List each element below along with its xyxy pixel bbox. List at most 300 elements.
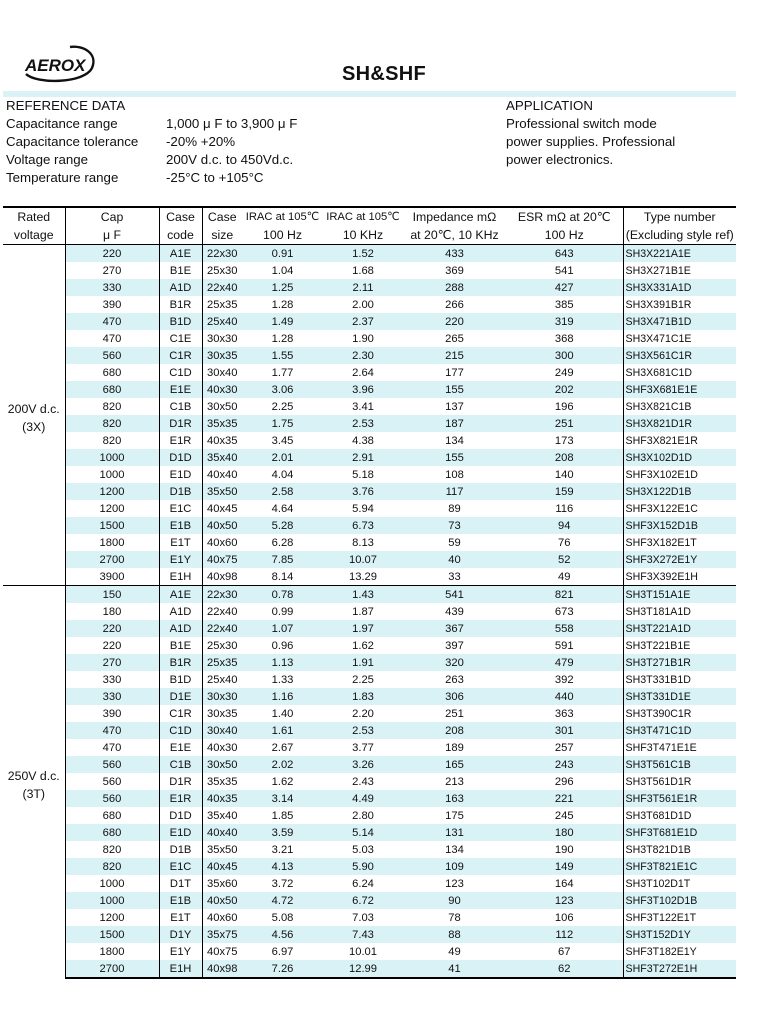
table-cell: A1D — [159, 279, 202, 296]
table-cell: 6.24 — [352, 877, 374, 890]
table-cell: 330 — [65, 671, 159, 688]
table-cell: 820 — [65, 841, 159, 858]
table-row — [3, 875, 736, 892]
header-cell: at 20℃, 10 KHz — [403, 226, 506, 245]
header-cell: μ F — [65, 226, 159, 245]
table-cell: 5.18 — [352, 468, 374, 481]
header-cell: Type number — [623, 207, 736, 226]
reference-heading: REFERENCE DATA — [6, 98, 126, 113]
table-cell: 140 — [506, 466, 623, 483]
table-cell: 35x40 — [207, 809, 238, 822]
application-line: power supplies. Professional — [506, 134, 676, 149]
table-cell: 427 — [506, 279, 623, 296]
table-cell: 180 — [65, 603, 159, 620]
table-cell: 439 — [445, 605, 464, 618]
table-cell: 30x30 — [207, 332, 238, 345]
table-cell: 134 — [445, 434, 464, 447]
table-cell: 35x40 — [202, 449, 242, 466]
table-cell: 4.64 — [271, 502, 294, 515]
table-cell: 2.58 — [242, 483, 323, 500]
table-cell: 190 — [506, 841, 623, 858]
table-cell: 5.90 — [323, 858, 403, 875]
table-cell: 2.25 — [271, 400, 294, 413]
table-cell: 820 — [65, 432, 159, 449]
table-cell: 67 — [506, 943, 623, 960]
table-cell: 2.80 — [352, 809, 374, 822]
table-cell: 1000 — [65, 892, 159, 909]
table-cell: 1.83 — [323, 688, 403, 705]
table-cell: 2.64 — [352, 366, 374, 379]
table-row — [3, 654, 736, 671]
table-cell: 94 — [506, 517, 623, 534]
table-cell: 1.77 — [271, 366, 294, 379]
table-cell: 390 — [65, 296, 159, 313]
table-cell: 40x98 — [202, 960, 242, 978]
reference-row — [6, 169, 297, 187]
table-cell: 40x35 — [207, 434, 238, 447]
header-cell: 100 Hz — [506, 226, 623, 245]
table-row — [3, 926, 736, 943]
table-cell: 1.28 — [271, 298, 294, 311]
table-row — [3, 568, 736, 586]
table-cell: 1.62 — [352, 639, 374, 652]
table-cell: 270 — [65, 262, 159, 279]
table-cell: 385 — [506, 296, 623, 313]
table-cell: SH3T390C1R — [625, 707, 692, 720]
table-cell: 25x35 — [207, 298, 238, 311]
table-cell: SH3T561C1B — [623, 756, 736, 773]
table-cell: 215 — [403, 347, 506, 364]
table-cell: SH3X561C1R — [623, 347, 736, 364]
header-row — [3, 207, 736, 226]
table-cell: 319 — [506, 313, 623, 330]
table-cell: 1500 — [65, 517, 159, 534]
table-cell: 220 — [403, 313, 506, 330]
table-cell: 288 — [403, 279, 506, 296]
table-cell: 180 — [506, 824, 623, 841]
table-cell: 220 — [65, 637, 159, 654]
table-cell: 78 — [448, 911, 461, 924]
table-cell: 2.01 — [242, 449, 323, 466]
table-row — [3, 773, 736, 790]
header-row — [3, 226, 736, 245]
table-cell: SH3X221A1E — [623, 245, 736, 263]
table-cell: 3900 — [65, 568, 159, 586]
table-cell: 137 — [445, 400, 464, 413]
table-cell: 251 — [445, 707, 464, 720]
table-cell: 155 — [403, 381, 506, 398]
table-cell: C1D — [159, 364, 202, 381]
header-cell: Cap — [65, 207, 159, 226]
table-row — [3, 637, 736, 654]
table-cell: 560 — [65, 756, 159, 773]
table-cell: 1800 — [65, 943, 159, 960]
table-cell: 175 — [445, 809, 464, 822]
table-cell: SH3X102D1D — [623, 449, 736, 466]
table-cell: 40x45 — [207, 502, 238, 515]
table-row — [3, 671, 736, 688]
table-cell: SH3T331B1D — [625, 673, 691, 686]
table-cell: E1T — [159, 534, 202, 551]
table-cell: SH3X331A1D — [623, 279, 736, 296]
table-cell: SH3X821C1B — [625, 400, 692, 413]
reference-label: Capacitance tolerance — [6, 134, 139, 149]
table-cell: 35x35 — [207, 775, 238, 788]
table-row — [3, 313, 736, 330]
table-row — [3, 449, 736, 466]
table-cell: 35x35 — [202, 415, 242, 432]
table-cell: 40x98 — [207, 570, 238, 583]
table-cell: 22x30 — [202, 245, 242, 263]
table-cell: 187 — [403, 415, 506, 432]
table-cell: 123 — [445, 877, 464, 890]
table-cell: 680 — [65, 807, 159, 824]
table-row — [3, 432, 736, 449]
table-cell: 392 — [506, 671, 623, 688]
table-cell: 1.07 — [242, 620, 323, 637]
table-cell: 40x35 — [202, 790, 242, 807]
table-cell: 320 — [403, 654, 506, 671]
table-row — [3, 892, 736, 909]
table-cell: 41 — [403, 960, 506, 978]
table-cell: 33 — [448, 570, 461, 583]
table-cell: 1.91 — [323, 654, 403, 671]
table-cell: SHF3T681E1D — [623, 824, 736, 841]
table-cell: 369 — [445, 264, 464, 277]
table-cell: 6.97 — [271, 945, 294, 958]
table-cell: 30x35 — [202, 347, 242, 364]
table-cell: 40x40 — [202, 824, 242, 841]
table-cell: 25x30 — [207, 264, 238, 277]
rated-voltage: 250V d.c. — [7, 769, 60, 783]
table-cell: 541 — [506, 262, 623, 279]
table-cell: 40x75 — [202, 551, 242, 568]
table-cell: SH3T331D1E — [623, 688, 736, 705]
table-cell: 5.94 — [352, 502, 374, 515]
table-cell: 263 — [445, 673, 464, 686]
table-cell: 108 — [445, 468, 464, 481]
table-cell: 13.29 — [349, 570, 377, 583]
table-cell: 300 — [506, 347, 623, 364]
table-cell: 189 — [445, 741, 464, 754]
table-cell: 1.85 — [271, 809, 294, 822]
table-cell: E1C — [159, 500, 202, 517]
table-cell: 643 — [506, 245, 623, 263]
table-cell: 1.28 — [271, 332, 294, 345]
table-row — [3, 262, 736, 279]
table-cell: 4.13 — [242, 858, 323, 875]
table-cell: 3.96 — [323, 381, 403, 398]
table-cell: 2.91 — [323, 449, 403, 466]
table-cell: 22x40 — [207, 605, 238, 618]
table-cell: 7.26 — [242, 960, 323, 978]
table-cell: 25x40 — [207, 673, 238, 686]
reference-label: Temperature range — [6, 170, 119, 185]
table-cell: 470 — [65, 739, 159, 756]
table-cell: 440 — [506, 688, 623, 705]
table-cell: 3.72 — [271, 877, 294, 890]
table-cell: 202 — [506, 381, 623, 398]
table-cell: 470 — [65, 313, 159, 330]
table-cell: 40x60 — [207, 911, 238, 924]
table-cell: 177 — [445, 366, 464, 379]
table-cell: SH3T221A1D — [623, 620, 736, 637]
table-cell: B1D — [159, 671, 202, 688]
table-row — [3, 517, 736, 534]
table-cell: 7.85 — [242, 551, 323, 568]
table-cell: SHF3X821E1R — [625, 434, 698, 447]
table-cell: 30x40 — [202, 722, 242, 739]
table-cell: 3.21 — [271, 843, 294, 856]
table-cell: 390 — [65, 705, 159, 722]
table-cell: 560 — [65, 790, 159, 807]
rated-voltage-cell — [3, 586, 65, 979]
table-cell: 7.03 — [352, 911, 374, 924]
table-cell: 243 — [506, 756, 623, 773]
table-cell: 155 — [403, 449, 506, 466]
table-cell: 1200 — [65, 500, 159, 517]
table-row — [3, 943, 736, 960]
table-cell: 3.77 — [352, 741, 374, 754]
table-cell: 560 — [65, 347, 159, 364]
table-cell: SH3T181A1D — [625, 605, 691, 618]
table-cell: 25x30 — [207, 639, 238, 652]
table-cell: D1D — [159, 449, 202, 466]
table-cell: 1.43 — [323, 586, 403, 604]
reference-label: Capacitance range — [6, 116, 118, 131]
table-cell: 6.28 — [271, 536, 294, 549]
header-cell: ESR mΩ at 20℃ — [506, 207, 623, 226]
table-cell: 3.41 — [352, 400, 374, 413]
table-cell: 10.01 — [349, 945, 377, 958]
table-cell: 245 — [506, 807, 623, 824]
table-cell: SH3T821D1B — [625, 843, 691, 856]
table-cell: 0.99 — [271, 605, 294, 618]
table-cell: 257 — [506, 739, 623, 756]
table-cell: SHF3T821E1C — [623, 858, 736, 875]
application-heading: APPLICATION — [506, 98, 593, 113]
table-cell: 367 — [403, 620, 506, 637]
table-row — [3, 296, 736, 313]
table-cell: 30x50 — [202, 756, 242, 773]
table-cell: E1E — [159, 739, 202, 756]
table-cell: 433 — [403, 245, 506, 263]
table-cell: SH3X471C1E — [625, 332, 692, 345]
table-cell: 301 — [506, 722, 623, 739]
table-cell: 270 — [65, 654, 159, 671]
table-cell: 397 — [445, 639, 464, 652]
table-cell: 40x60 — [207, 536, 238, 549]
table-cell: 35x75 — [202, 926, 242, 943]
reference-value: 1,000 μ F to 3,900 μ F — [166, 116, 298, 131]
table-cell: SHF3T182E1Y — [625, 945, 697, 958]
table-cell: 40x75 — [207, 945, 238, 958]
table-cell: 62 — [506, 960, 623, 978]
table-cell: B1R — [159, 296, 202, 313]
table-cell: 213 — [445, 775, 464, 788]
table-cell: 1200 — [65, 483, 159, 500]
table-cell: SH3T471C1D — [623, 722, 736, 739]
table-cell: E1R — [159, 432, 202, 449]
table-cell: 3.14 — [242, 790, 323, 807]
table-cell: 35x50 — [207, 843, 238, 856]
table-cell: 1000 — [65, 466, 159, 483]
table-cell: 1.13 — [242, 654, 323, 671]
reference-data — [6, 97, 297, 187]
table-cell: D1R — [159, 773, 202, 790]
table-cell: SH3X271B1E — [625, 264, 691, 277]
table-cell: 2.43 — [352, 775, 374, 788]
table-cell: SHF3T122E1T — [625, 911, 697, 924]
header-cell: Rated — [3, 207, 65, 226]
table-cell: 116 — [506, 500, 623, 517]
table-cell: 1.87 — [352, 605, 374, 618]
table-cell: SHF3T471E1E — [625, 741, 697, 754]
table-cell: 109 — [403, 858, 506, 875]
table-cell: SHF3X681E1E — [623, 381, 736, 398]
table-cell: 1800 — [65, 534, 159, 551]
table-cell: 149 — [506, 858, 623, 875]
table-cell: 4.49 — [323, 790, 403, 807]
table-cell: 1.16 — [242, 688, 323, 705]
table-cell: 249 — [506, 364, 623, 381]
table-cell: 2700 — [65, 960, 159, 978]
table-cell: 820 — [65, 398, 159, 415]
table-cell: 89 — [448, 502, 461, 515]
table-row — [3, 909, 736, 926]
series-code: (3T) — [22, 787, 46, 801]
table-cell: D1T — [159, 875, 202, 892]
header-cell: 100 Hz — [242, 226, 323, 245]
table-cell: SHF3X152D1B — [623, 517, 736, 534]
header-cell: code — [159, 226, 202, 245]
table-row — [3, 279, 736, 296]
table-cell: 159 — [506, 483, 623, 500]
table-cell: 368 — [506, 330, 623, 347]
reference-row — [6, 151, 297, 169]
table-cell: 208 — [403, 722, 506, 739]
table-cell: D1E — [159, 688, 202, 705]
table-cell: 4.72 — [242, 892, 323, 909]
table-row — [3, 756, 736, 773]
table-cell: 22x40 — [202, 620, 242, 637]
table-row — [3, 688, 736, 705]
table-cell: SHF3T272E1H — [623, 960, 736, 978]
header-cell: Case — [159, 207, 202, 226]
table-row — [3, 705, 736, 722]
table-cell: 330 — [65, 279, 159, 296]
table-cell: 117 — [403, 483, 506, 500]
table-cell: 196 — [506, 398, 623, 415]
table-cell: 1.33 — [271, 673, 294, 686]
table-cell: 6.73 — [323, 517, 403, 534]
table-cell: 2.53 — [323, 722, 403, 739]
table-cell: 1.61 — [242, 722, 323, 739]
table-cell: 251 — [506, 415, 623, 432]
table-cell: 220 — [65, 245, 159, 263]
table-cell: E1E — [159, 381, 202, 398]
table-row — [3, 415, 736, 432]
table-cell: SHF3X272E1Y — [623, 551, 736, 568]
table-row — [3, 245, 736, 263]
table-cell: 1.68 — [352, 264, 374, 277]
table-cell: 4.56 — [242, 926, 323, 943]
table-cell: 59 — [448, 536, 461, 549]
table-cell: 2.37 — [323, 313, 403, 330]
table-cell: 112 — [506, 926, 623, 943]
table-cell: 680 — [65, 364, 159, 381]
table-cell: 2.67 — [271, 741, 294, 754]
table-cell: 76 — [506, 534, 623, 551]
table-cell: 363 — [506, 705, 623, 722]
table-cell: 2.11 — [323, 279, 403, 296]
voltage-group-250v — [3, 586, 736, 979]
table-row — [3, 586, 736, 604]
table-cell: 150 — [65, 586, 159, 604]
table-cell: 106 — [506, 909, 623, 926]
table-row — [3, 858, 736, 875]
table-cell: 1.04 — [271, 264, 294, 277]
table-cell: 40x40 — [207, 468, 238, 481]
table-cell: D1B — [159, 841, 202, 858]
table-cell: 680 — [65, 824, 159, 841]
table-row — [3, 347, 736, 364]
application-line: power electronics. — [506, 152, 614, 167]
reference-label: Voltage range — [6, 152, 89, 167]
table-cell: SH3T102D1T — [625, 877, 691, 890]
table-cell: 330 — [65, 688, 159, 705]
table-row — [3, 603, 736, 620]
table-cell: 221 — [506, 790, 623, 807]
table-cell: 2.30 — [323, 347, 403, 364]
table-cell: C1B — [159, 398, 202, 415]
table-cell: 673 — [506, 603, 623, 620]
table-cell: 30x35 — [207, 707, 238, 720]
table-cell: 6.72 — [323, 892, 403, 909]
table-cell: 1000 — [65, 449, 159, 466]
table-cell: 123 — [506, 892, 623, 909]
table-cell: 3.45 — [271, 434, 294, 447]
table-cell: SH3T152D1Y — [623, 926, 736, 943]
table-cell: 1.40 — [271, 707, 294, 720]
table-cell: E1B — [159, 892, 202, 909]
table-row — [3, 381, 736, 398]
header-cell: IRAC at 105℃ — [242, 207, 323, 226]
table-cell: 0.96 — [271, 639, 294, 652]
table-cell: 90 — [403, 892, 506, 909]
table-row — [3, 722, 736, 739]
table-cell: 680 — [65, 381, 159, 398]
table-row — [3, 807, 736, 824]
table-cell: C1R — [159, 705, 202, 722]
header-cell: size — [202, 226, 242, 245]
table-cell: A1D — [159, 603, 202, 620]
table-cell: SHF3X392E1H — [625, 570, 698, 583]
table-cell: SH3X391B1R — [625, 298, 692, 311]
table-row — [3, 483, 736, 500]
table-cell: 1.62 — [271, 775, 294, 788]
table-cell: 4.38 — [352, 434, 374, 447]
table-cell: 1.49 — [242, 313, 323, 330]
table-cell: 134 — [445, 843, 464, 856]
table-cell: SHF3X102E1D — [625, 468, 698, 481]
table-cell: D1D — [159, 807, 202, 824]
table-cell: 5.14 — [323, 824, 403, 841]
table-cell: A1E — [159, 586, 202, 604]
table-cell: 1.97 — [323, 620, 403, 637]
table-cell: 1500 — [65, 926, 159, 943]
table-row — [3, 534, 736, 551]
